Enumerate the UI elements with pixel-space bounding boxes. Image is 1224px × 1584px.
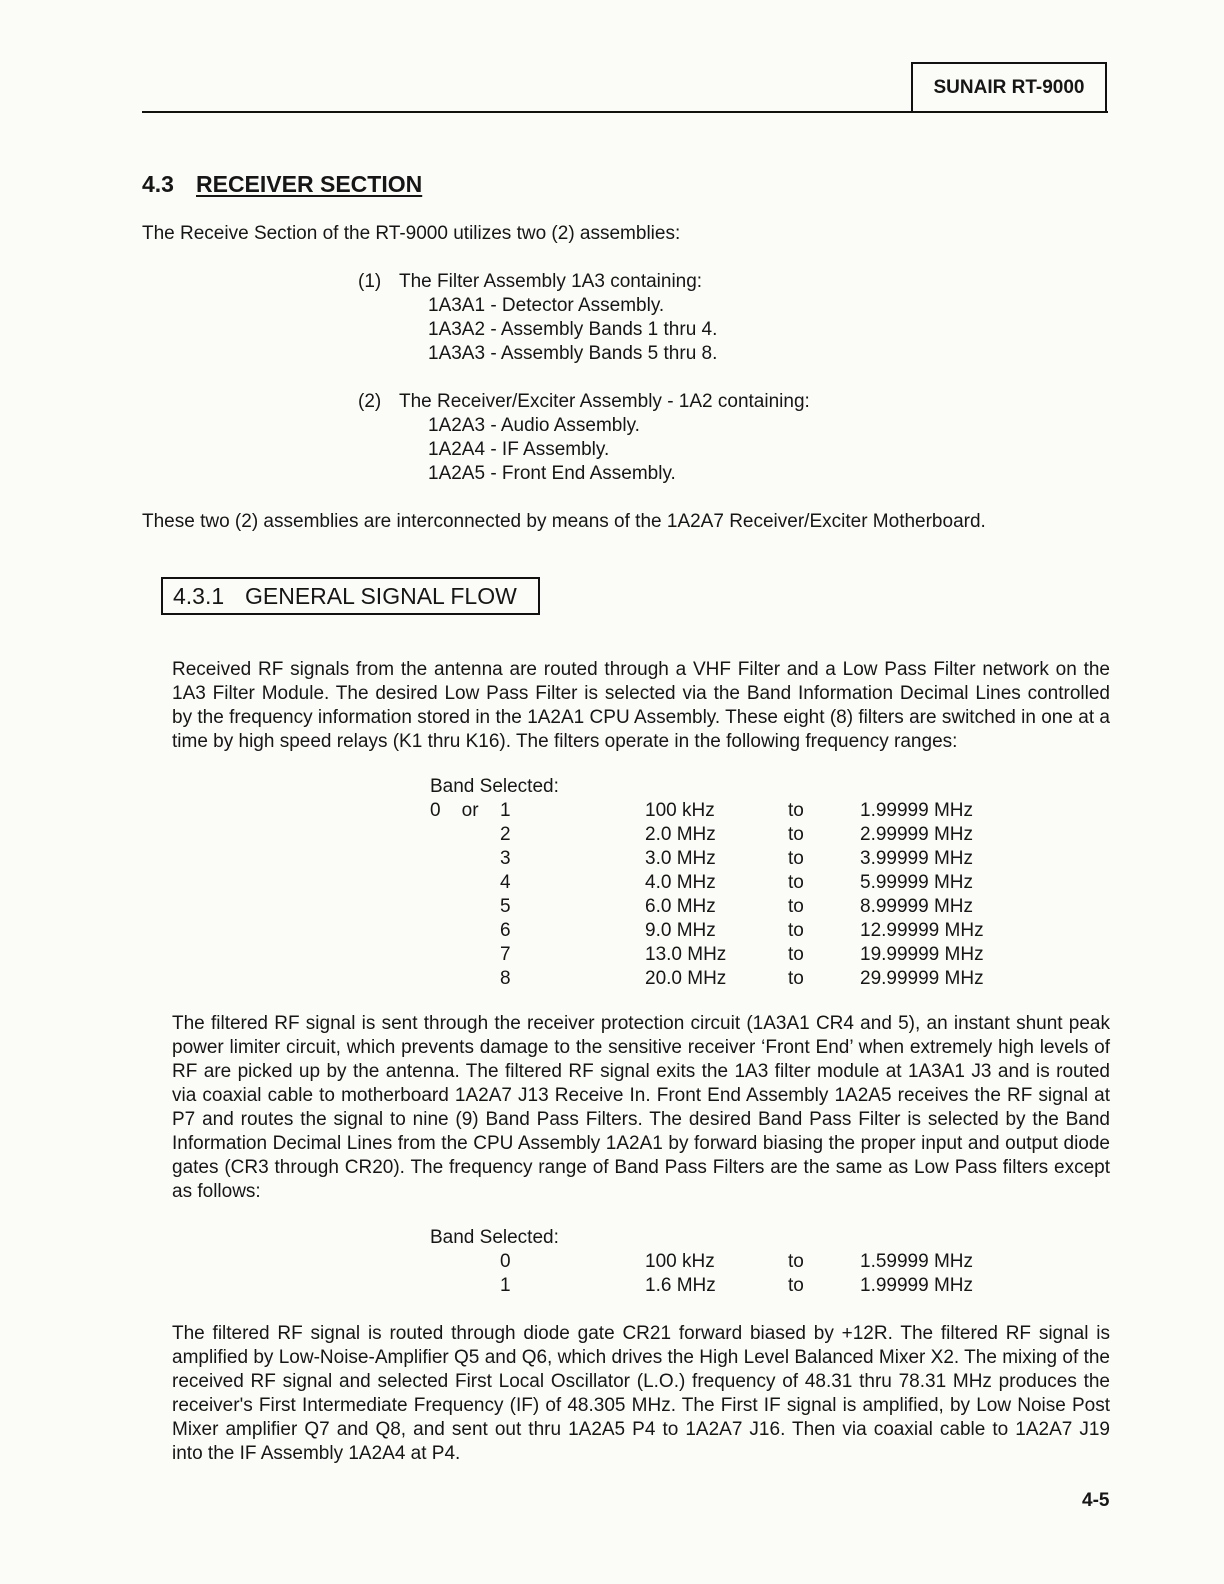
assembly-list-1 — [358, 270, 717, 366]
assembly-list-2 — [358, 390, 810, 486]
freq-to-word: to — [788, 848, 804, 869]
intro-paragraph: The Receive Section of the RT-9000 utilizes two (2) assemblies: — [142, 223, 681, 244]
freq-from: 9.0 MHz — [645, 920, 716, 941]
band-prefix: 0 or — [430, 800, 479, 821]
assembly-item: 1A2A4 - IF Assembly. — [428, 439, 610, 460]
freq-to-word: to — [788, 872, 804, 893]
section-title: RECEIVER SECTION — [196, 171, 423, 197]
freq-from: 1.6 MHz — [645, 1275, 716, 1296]
band-selected-label: Band Selected: — [430, 1227, 559, 1248]
subsection-heading — [161, 577, 540, 615]
subsection-title: GENERAL SIGNAL FLOW — [245, 583, 517, 609]
assembly-item: 1A2A3 - Audio Assembly. — [428, 415, 640, 436]
section-number: 4.3 — [142, 171, 174, 197]
freq-end: 5.99999 MHz — [860, 872, 974, 893]
freq-to-word: to — [788, 968, 804, 989]
freq-from: 100 kHz — [645, 1251, 715, 1272]
assembly-title: The Filter Assembly 1A3 containing: — [399, 271, 703, 292]
freq-end: 1.99999 MHz — [860, 1275, 974, 1296]
band-number: 1 — [500, 800, 511, 821]
freq-end: 3.99999 MHz — [860, 848, 974, 869]
assembly-heading — [358, 390, 810, 414]
assembly-item: 1A3A1 - Detector Assembly. — [428, 295, 665, 316]
section-heading — [142, 170, 422, 198]
assembly-heading — [358, 270, 717, 294]
freq-end: 2.99999 MHz — [860, 824, 974, 845]
freq-from: 2.0 MHz — [645, 824, 716, 845]
freq-to-word: to — [788, 944, 804, 965]
band-number: 8 — [500, 968, 511, 989]
freq-to-word: to — [788, 1251, 804, 1272]
freq-from: 6.0 MHz — [645, 896, 716, 917]
band-number: 5 — [500, 896, 511, 917]
header-rule — [142, 111, 1108, 113]
assembly-item: 1A3A2 - Assembly Bands 1 thru 4. — [428, 319, 718, 340]
assembly-number: (1) — [358, 271, 382, 292]
freq-from: 13.0 MHz — [645, 944, 727, 965]
assembly-title: The Receiver/Exciter Assembly - 1A2 containing: — [399, 391, 810, 412]
freq-to-word: to — [788, 824, 804, 845]
band-number: 3 — [500, 848, 511, 869]
freq-from: 4.0 MHz — [645, 872, 716, 893]
freq-end: 1.99999 MHz — [860, 800, 974, 821]
freq-from: 20.0 MHz — [645, 968, 727, 989]
freq-end: 19.99999 MHz — [860, 944, 984, 965]
document-header-model: SUNAIR RT-9000 — [911, 62, 1107, 112]
band-number: 6 — [500, 920, 511, 941]
band-number: 4 — [500, 872, 511, 893]
band-number: 2 — [500, 824, 511, 845]
assembly-item: 1A2A5 - Front End Assembly. — [428, 463, 676, 484]
signal-flow-paragraph-1: Received RF signals from the antenna are routed through a VHF Filter and a Low Pass Filter network on the 1A3 Filter Module. The desired Low Pass Filter is selected via the Band Information Decimal Lines controlled by the frequency information stored in the 1A2A1 CPU Assembly. These eight (8) filters are switched in one at a time by high speed relays (K1 thru K16). The filters operate in the following frequency ranges: — [172, 659, 1110, 752]
freq-to-word: to — [788, 800, 804, 821]
freq-from: 100 kHz — [645, 800, 715, 821]
band-number: 7 — [500, 944, 511, 965]
freq-to-word: to — [788, 1275, 804, 1296]
signal-flow-paragraph-2: The filtered RF signal is sent through the receiver protection circuit (1A3A1 CR4 and 5), an instant shunt peak power limiter circuit, which prevents damage to the sensitive receiver ‘Front End’ when extremely high levels of RF are picked up by the antenna. The filtered RF signal exits the 1A3 filter module at 1A3A1 J3 and is routed via coaxial cable to motherboard 1A2A7 J13 Receive In. Front End Assembly 1A2A5 receives the RF signal at P7 and routes the signal to nine (9) Band Pass Filters. The desired Band Pass Filter is selected by the Band Information Decimal Lines from the CPU Assembly 1A2A1 by forward biasing the proper input and output diode gates (CR3 through CR20). The frequency range of Band Pass Filters are the same as Low Pass filters except as follows: — [172, 1013, 1110, 1202]
freq-end: 29.99999 MHz — [860, 968, 984, 989]
band-selected-label: Band Selected: — [430, 776, 559, 797]
signal-flow-paragraph-3: The filtered RF signal is routed through diode gate CR21 forward biased by +12R. The filtered RF signal is amplified by Low-Noise-Amplifier Q5 and Q6, which drives the High Level Balanced Mixer X2. The mixing of the received RF signal and selected First Local Oscillator (L.O.) frequency of 48.31 thru 78.31 MHz produces the receiver's First Intermediate Frequency (IF) of 48.305 MHz. The First IF signal is amplified, by Low Noise Post Mixer amplifier Q7 and Q8, and sent out thru 1A2A5 P4 to 1A2A7 J16. Then via coaxial cable to 1A2A7 J19 into the IF Assembly 1A2A4 at P4. — [172, 1323, 1110, 1464]
subsection-number: 4.3.1 — [173, 583, 225, 609]
interconnect-paragraph: These two (2) assemblies are interconnected by means of the 1A2A7 Receiver/Exciter Motherboard. — [142, 511, 986, 532]
freq-to-word: to — [788, 920, 804, 941]
freq-end: 12.99999 MHz — [860, 920, 984, 941]
freq-end: 8.99999 MHz — [860, 896, 974, 917]
band-number: 1 — [500, 1275, 511, 1296]
freq-to-word: to — [788, 896, 804, 917]
page-number: 4-5 — [1082, 1490, 1110, 1511]
freq-from: 3.0 MHz — [645, 848, 716, 869]
assembly-number: (2) — [358, 391, 382, 412]
assembly-item: 1A3A3 - Assembly Bands 5 thru 8. — [428, 343, 718, 364]
freq-end: 1.59999 MHz — [860, 1251, 974, 1272]
band-number: 0 — [500, 1251, 511, 1272]
